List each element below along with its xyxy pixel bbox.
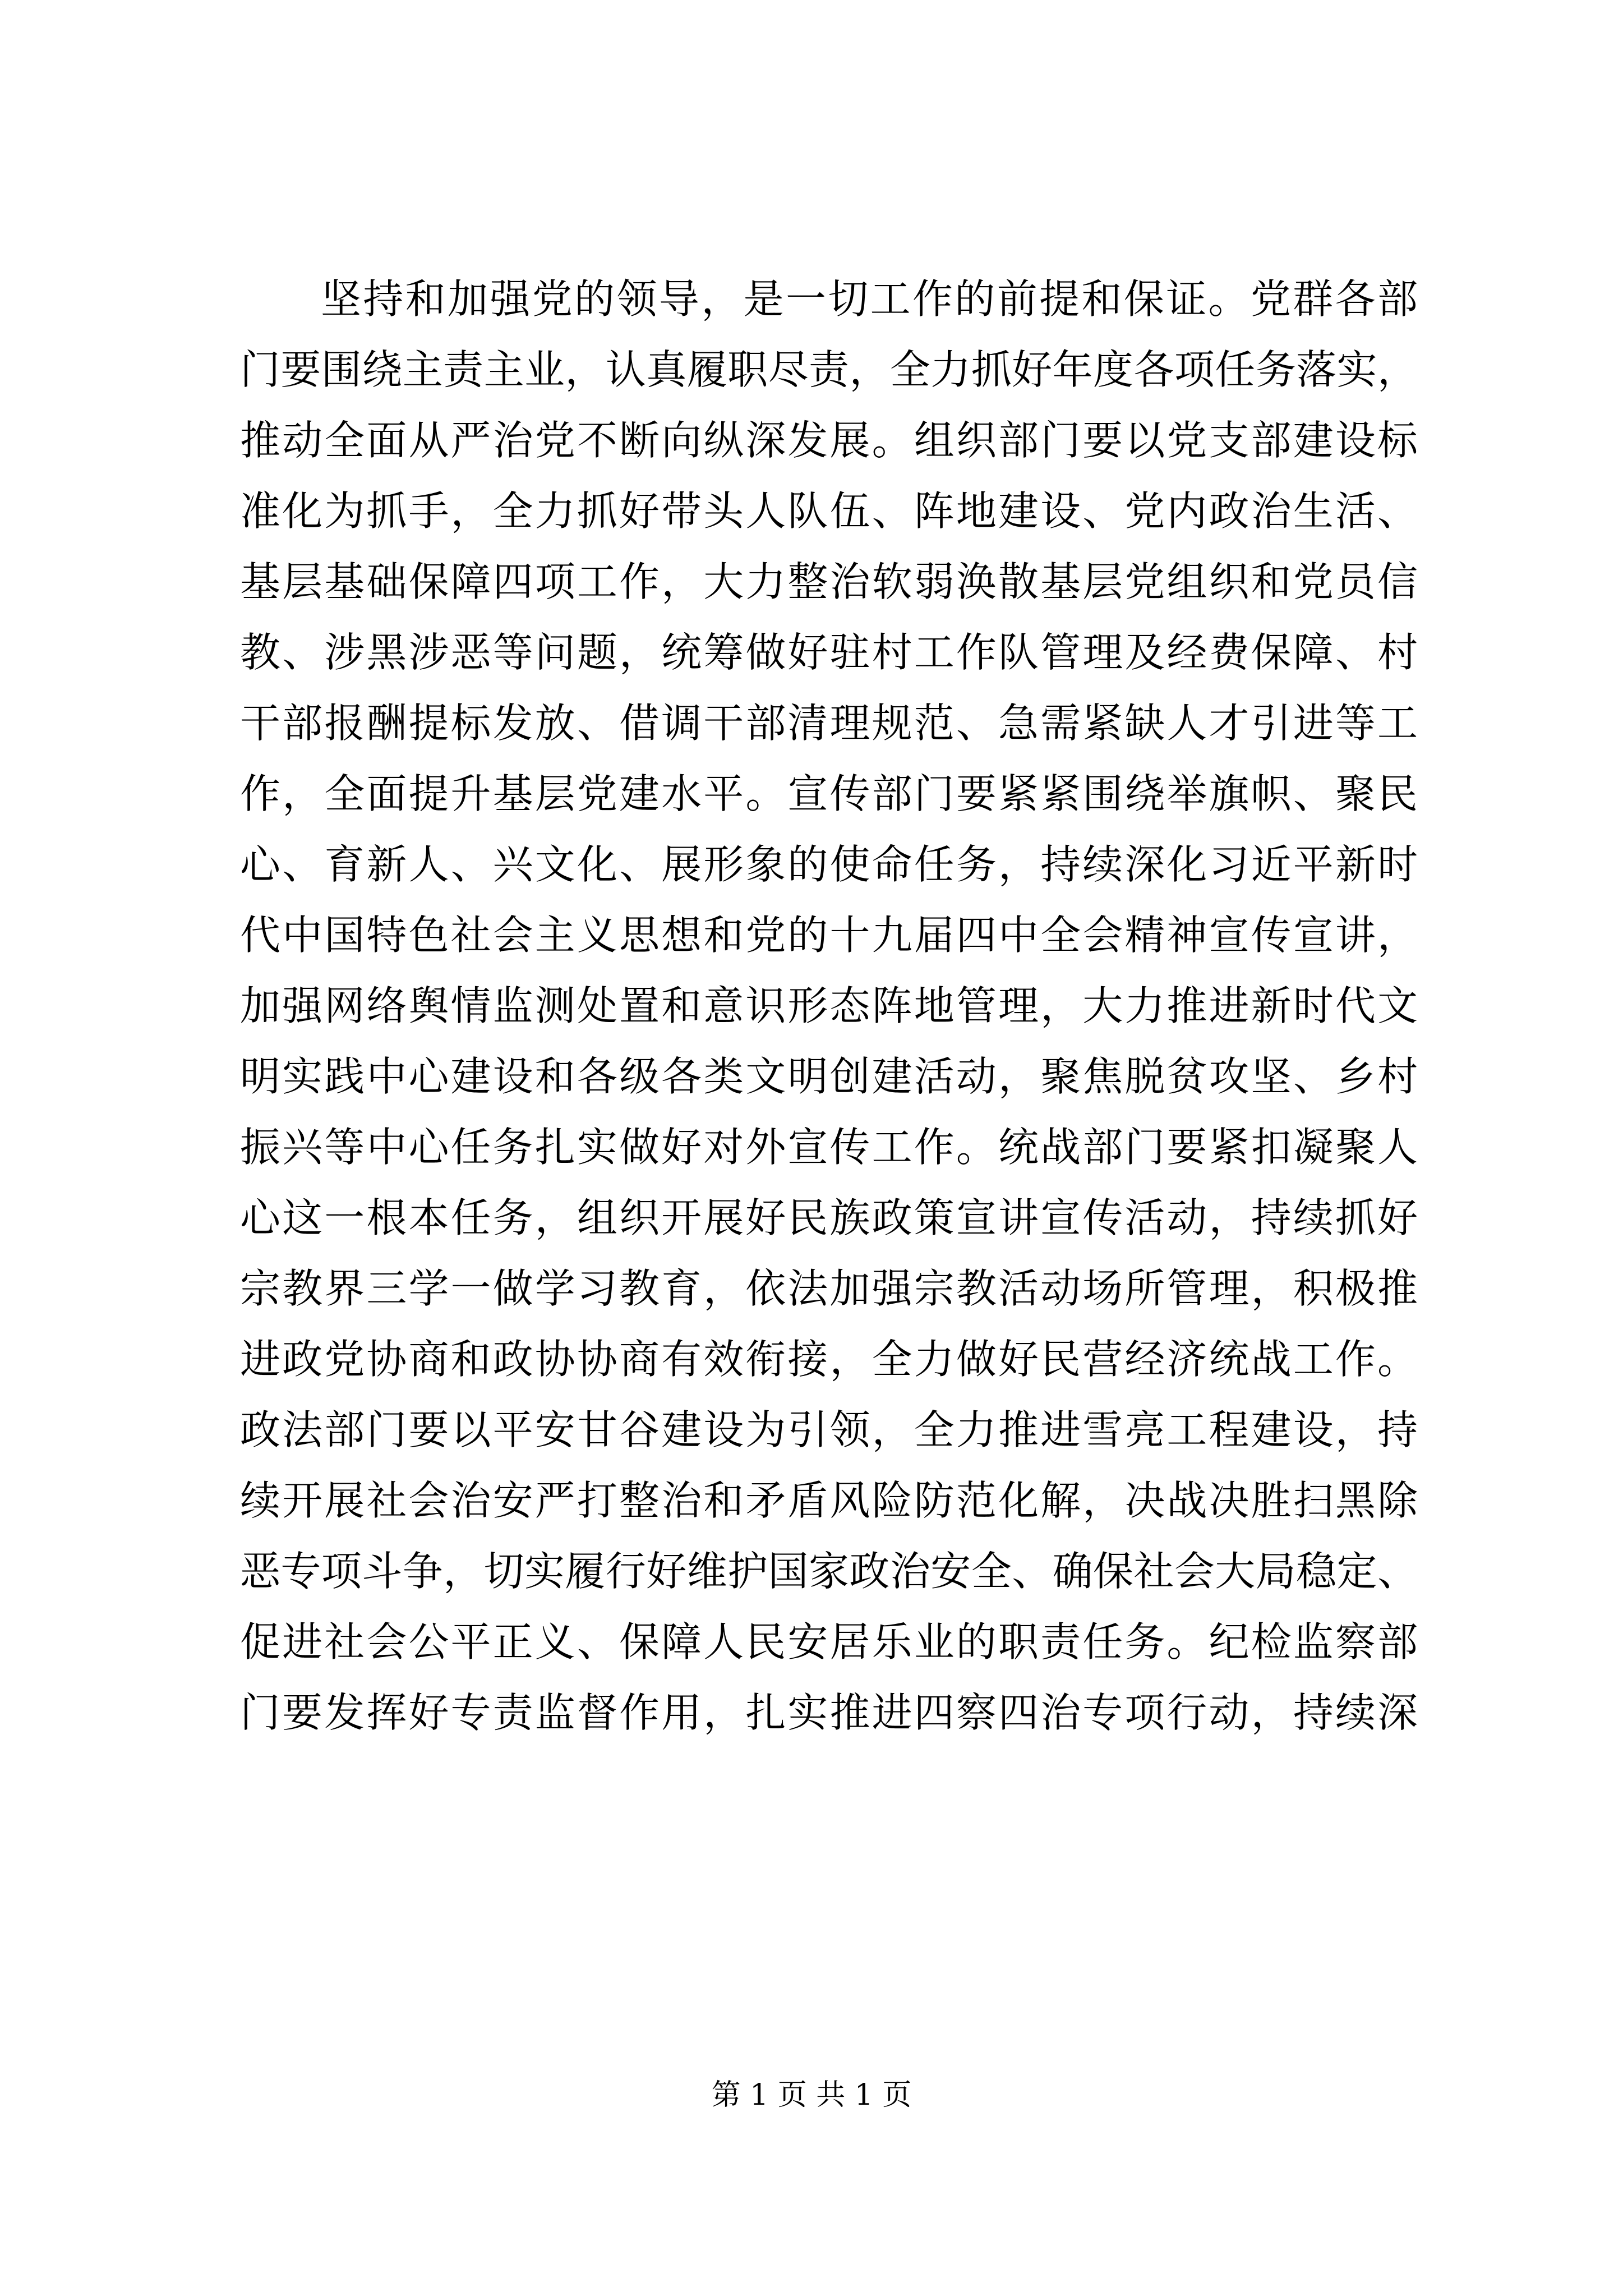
paragraph-line: 推动全面从严治党不断向纵深发展。组织部门要以党支部建设标	[240, 417, 1418, 464]
paragraph-line: 心、育新人、兴文化、展形象的使命任务，持续深化习近平新时	[240, 841, 1418, 888]
paragraph-line: 基层基础保障四项工作，大力整治软弱涣散基层党组织和党员信	[240, 558, 1418, 605]
paragraph-line: 政法部门要以平安甘谷建设为引领，全力推进雪亮工程建设，持	[240, 1406, 1418, 1453]
paragraph-line: 教、涉黑涉恶等问题，统筹做好驻村工作队管理及经费保障、村	[240, 629, 1418, 676]
page-number-footer: 第 1 页 共 1 页	[711, 2078, 912, 2112]
paragraph-line: 振兴等中心任务扎实做好对外宣传工作。统战部门要紧扣凝聚人	[240, 1124, 1418, 1171]
paragraph-line: 坚持和加强党的领导，是一切工作的前提和保证。党群各部	[321, 275, 1418, 323]
paragraph-line: 明实践中心建设和各级各类文明创建活动，聚焦脱贫攻坚、乡村	[240, 1053, 1418, 1100]
body-paragraph	[240, 264, 1418, 1748]
paragraph-line: 心这一根本任务，组织开展好民族政策宣讲宣传活动，持续抓好	[240, 1194, 1418, 1241]
paragraph-line: 准化为抓手，全力抓好带头人队伍、阵地建设、党内政治生活、	[240, 487, 1418, 535]
paragraph-line: 代中国特色社会主义思想和党的十九届四中全会精神宣传宣讲，	[240, 912, 1418, 959]
paragraph-line: 门要围绕主责主业，认真履职尽责，全力抓好年度各项任务落实，	[240, 346, 1418, 393]
paragraph-line: 恶专项斗争，切实履行好维护国家政治安全、确保社会大局稳定、	[240, 1548, 1418, 1595]
paragraph-line: 加强网络舆情监测处置和意识形态阵地管理，大力推进新时代文	[240, 982, 1418, 1029]
paragraph-line: 作，全面提升基层党建水平。宣传部门要紧紧围绕举旗帜、聚民	[240, 770, 1418, 817]
paragraph-line: 门要发挥好专责监督作用，扎实推进四察四治专项行动，持续深	[240, 1689, 1418, 1736]
paragraph-line: 促进社会公平正义、保障人民安居乐业的职责任务。纪检监察部	[240, 1618, 1418, 1665]
paragraph-line: 宗教界三学一做学习教育，依法加强宗教活动场所管理，积极推	[240, 1265, 1418, 1312]
paragraph-line: 进政党协商和政协协商有效衔接，全力做好民营经济统战工作。	[240, 1336, 1418, 1383]
paragraph-line: 干部报酬提标发放、借调干部清理规范、急需紧缺人才引进等工	[240, 700, 1418, 747]
paragraph-line: 续开展社会治安严打整治和矛盾风险防范化解，决战决胜扫黑除	[240, 1477, 1418, 1524]
